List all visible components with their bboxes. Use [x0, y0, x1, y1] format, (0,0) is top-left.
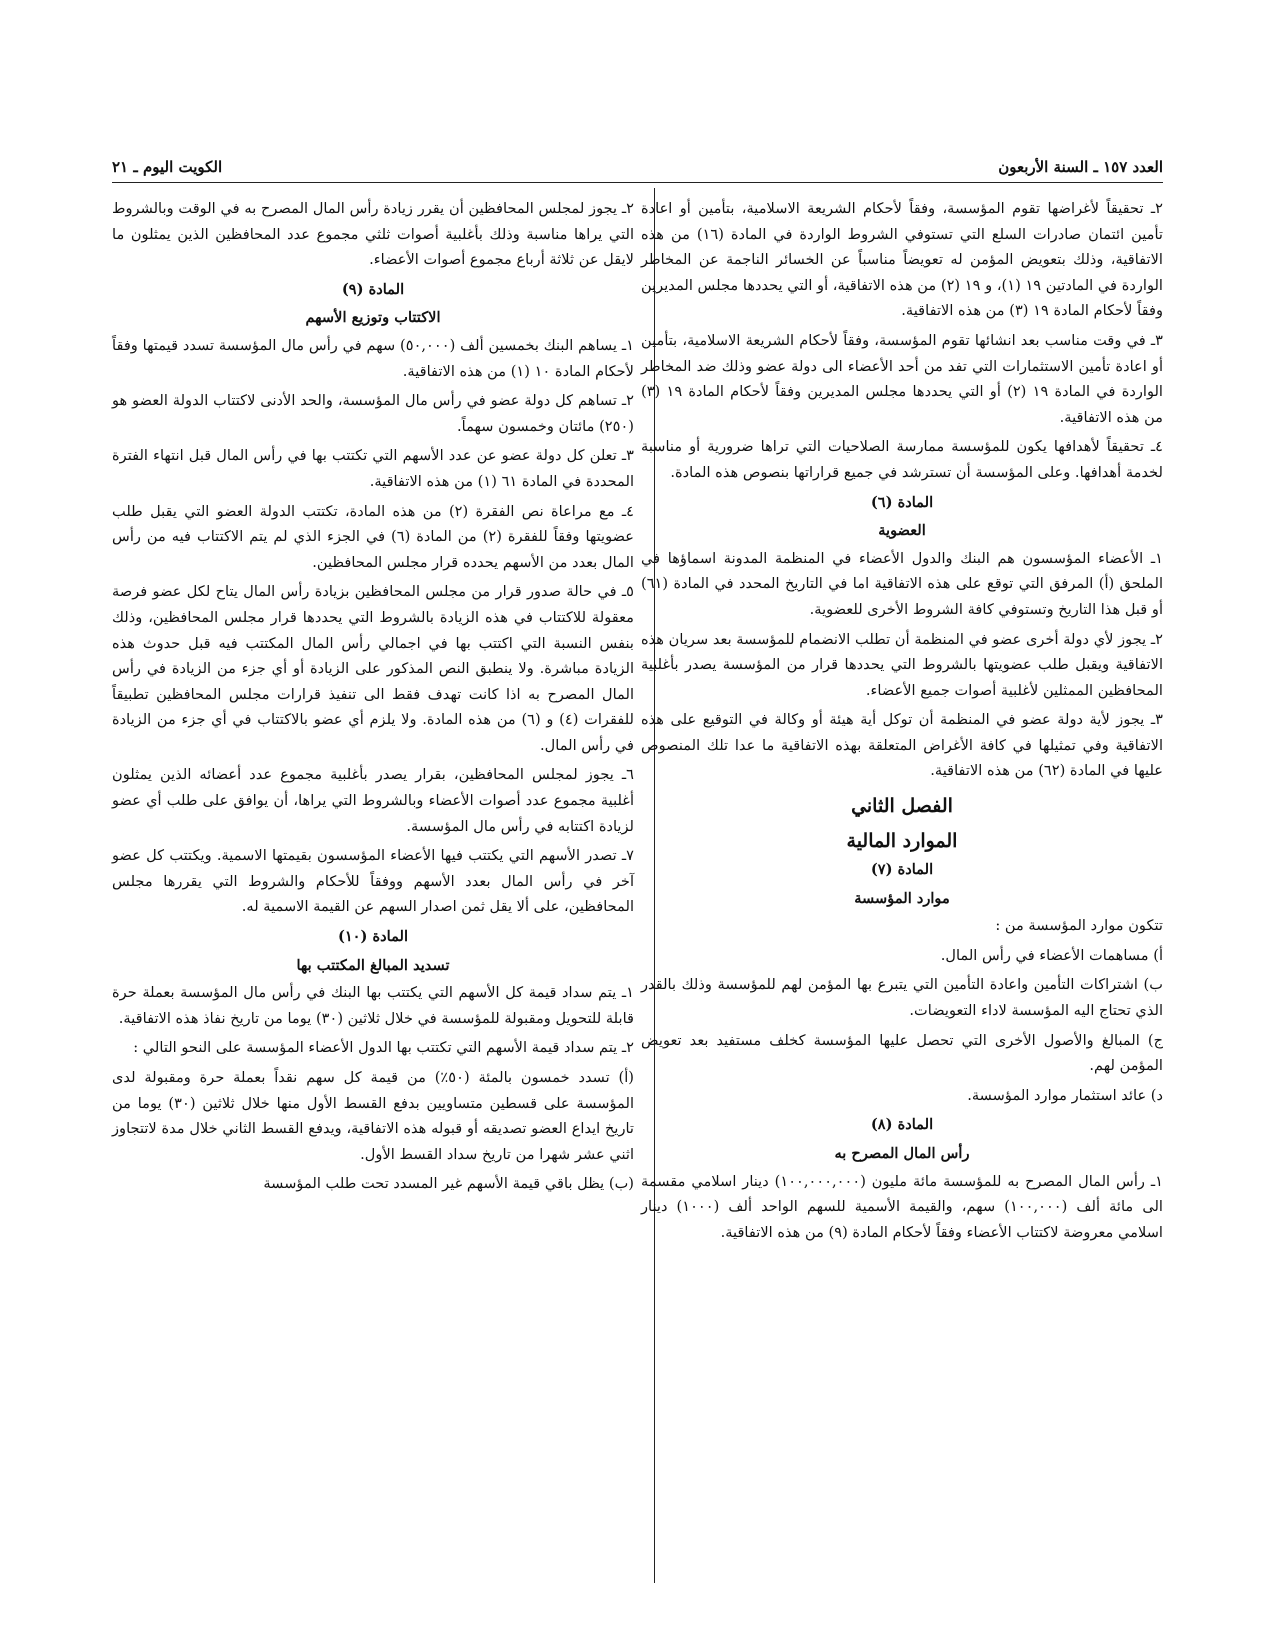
article-heading: موارد المؤسسة: [854, 889, 950, 907]
article-title: المادة (١٠): [337, 928, 409, 946]
paragraph: تتكون موارد المؤسسة من :: [995, 917, 1163, 935]
article-heading: الاكتتاب وتوزيع الأسهم: [305, 309, 441, 327]
article-heading: رأس المال المصرح به: [834, 1145, 970, 1162]
article-heading: العضوية: [878, 522, 926, 540]
paragraph: ٤ـ مع مراعاة نص الفقرة (٢) من هذه المادة، تكتتب الدولة العضو التي يقبل طلب عضويتها وفقاً للفقرة (٢) من المادة (٦) في الجزء الذي لم يتم الاكتتاب فيه من رأس المال بعدد من الأسهم يحدده قرار مجلس المحافظين.: [112, 502, 634, 571]
list-item: د) عائد استثمار موارد المؤسسة.: [967, 1086, 1163, 1104]
article-title: المادة (٩): [341, 280, 405, 298]
header-rule: [112, 182, 1163, 183]
paragraph: ٧ـ تصدر الأسهم التي يكتتب فيها الأعضاء المؤسسون بقيمتها الاسمية. ويكتتب كل عضو آخر في رأس المال بعدد الأسهم ووفقاً للأحكام والشروط التي يقررها مجلس المحافظين، على ألا يقل ثمن اصدار السهم عن القيمة الاسمية له.: [112, 847, 634, 916]
paragraph: ٦ـ يجوز لمجلس المحافظين، بقرار يصدر بأغلبية مجموع عدد أعضائه الذين يمثلون أغلبية مجموع عدد أصوات الأعضاء وبالشروط التي يراها، أن يوافق على طلب أي عضو لزيادة اكتتابه في رأس مال المؤسسة.: [112, 766, 634, 835]
paragraph: ٢ـ يجوز لأي دولة أخرى عضو في المنظمة أن تطلب الانضمام للمؤسسة بعد سريان هذه الاتفاقية ويقبل طلب عضويتها بالشروط التي يحددها قرار من المؤسسة يصدر بأغلبية المحافظين الممثلين لأغلبية أصوات جميع الأعضاء.: [641, 630, 1163, 699]
article-title: المادة (٨): [870, 1116, 934, 1134]
right-column: [641, 196, 1163, 1249]
publication-label: الكويت اليوم ـ ٢١: [112, 158, 223, 176]
paragraph: ٢ـ يتم سداد قيمة الأسهم التي تكتتب بها الدول الأعضاء المؤسسة على النحو التالي :: [133, 1039, 634, 1057]
paragraph: ١ـ الأعضاء المؤسسون هم البنك والدول الأعضاء في المنظمة المدونة اسماؤها في الملحق (أ) المرفق التي توقع على هذه الاتفاقية اما في التاريخ المحدد في المادة (٦١) أو قبل هذا التاريخ وتستوفي كافة الشروط الأخرى للعضوية.: [641, 549, 1163, 618]
paragraph: ٢ـ تساهم كل دولة عضو في رأس مال المؤسسة، والحد الأدنى لاكتتاب الدولة العضو هو (٢٥٠) مائتان وخمسون سهماً.: [112, 392, 634, 435]
paragraph: ٣ـ تعلن كل دولة عضو عن عدد الأسهم التي تكتتب بها في رأس المال قبل انتهاء الفترة المحددة في المادة ٦١ (١) من هذه الاتفاقية.: [112, 447, 634, 490]
paragraph: (أ) تسدد خمسون بالمئة (٥٠٪) من قيمة كل سهم نقداً بعملة حرة ومقبولة لدى المؤسسة على قسطين متساويين بدفع القسط الأول منها خلال ثلاثين (٣٠) يوما من تاريخ ايداع العضو تصديقه أو قبوله هذه الاتفاقية، ويدفع القسط الثاني خلال مدة لاتتجاوز اثني عشر شهرا من تاريخ سداد القسط الأول.: [112, 1069, 634, 1163]
running-header: [112, 158, 1163, 178]
list-item: أ) مساهمات الأعضاء في رأس المال.: [940, 946, 1163, 964]
paragraph: ١ـ يساهم البنك بخمسين ألف (٥٠,٠٠٠) سهم في رأس مال المؤسسة تسدد قيمتها وفقاً لأحكام المادة ١٠ (١) من هذه الاتفاقية.: [112, 336, 634, 380]
article-title: المادة (٦): [870, 493, 934, 511]
paragraph: (ب) يظل باقي قيمة الأسهم غير المسدد تحت طلب المؤسسة: [263, 1175, 634, 1193]
paragraph: ٣ـ يجوز لأية دولة عضو في المنظمة أن توكل أية هيئة أو وكالة في التوقيع على هذه الاتفاقية وفي تمثيلها في كافة الأغراض المتعلقة بهذه الاتفاقية ما عدا تلك المنصوص عليها في المادة (٦٢) من هذه الاتفاقية.: [641, 711, 1163, 780]
paragraph: ٥ـ في حالة صدور قرار من مجلس المحافظين بزيادة رأس المال يتاح لكل عضو فرصة معقولة للاكتتاب في هذه الزيادة بالشروط التي يحددها قرار مجلس المحافظين، وذلك بنفس النسبة التي اكتتب بها في اجمالي رأس المال المكتتب فيه قبل حدوث هذه الزيادة مباشرة. ولا ينطبق النص المذكور على الزيادة أو أي جزء من الزيادة في رأس المال المصرح به اذا كانت تهدف فقط الى تنفيذ قرارات مجلس المحافظين تطبيقاً للفقرات (٤) و (٦) من هذه المادة. ولا يلزم أي عضو بالاكتتاب في أي جزء من الزيادة في رأس المال.: [112, 583, 634, 754]
chapter-number: الفصل الثاني: [851, 795, 953, 818]
paragraph: ٢ـ تحقيقاً لأغراضها تقوم المؤسسة، وفقاً لأحكام الشريعة الاسلامية، بتأمين أو اعادة تأمين ائتمان صادرات السلع التي تستوفي الشروط الواردة في المادة (١٦) من هذه الاتفاقية، وذلك بتعويض المؤمن له تعويضاً مناسباً عن الخسائر الناجمة عن المخاطر الواردة في المادتين ١٩ (١)، و ١٩ (٢) من هذه الاتفاقية، أو التي يحددها مجلس المديرين وفقاً لأحكام المادة ١٩ (٣) من هذه الاتفاقية.: [641, 200, 1163, 320]
article-heading: تسديد المبالغ المكتتب بها: [296, 956, 450, 974]
list-item: ج) المبالغ والأصول الأخرى التي تحصل عليها المؤسسة كخلف مستفيد بعد تعويض المؤمن لهم.: [641, 1031, 1163, 1075]
chapter-title: الموارد المالية: [846, 830, 958, 853]
paragraph: ٣ـ في وقت مناسب بعد انشائها تقوم المؤسسة، وفقاً لأحكام الشريعة الاسلامية، بتأمين أو اعادة تأمين الاستثمارات التي تفد من أحد الأعضاء الى دولة عضو وذلك ضد المخاطر الواردة في المادة ١٩ (٢) أو التي يحددها مجلس المديرين وفقاً لأحكام المادة ١٩ (٣) من هذه الاتفاقية.: [641, 331, 1163, 426]
paragraph: ١ـ يتم سداد قيمة كل الأسهم التي يكتتب بها البنك في رأس مال المؤسسة بعملة حرة قابلة للتحويل ومقبولة للمؤسسة في خلال ثلاثين (٣٠) يوما من تاريخ نفاذ هذه الاتفاقية.: [112, 984, 634, 1027]
list-item: ب) اشتراكات التأمين واعادة التأمين التي يتبرع بها المؤمن لهم للمؤسسة وذلك بالقدر الذي تحتاج اليه المؤسسة لاداء التعويضات.: [641, 976, 1163, 1020]
left-column: [112, 196, 634, 1201]
article-title: المادة (٧): [870, 861, 934, 879]
issue-label: العدد ١٥٧ ـ السنة الأربعون: [998, 158, 1163, 176]
paragraph: ١ـ رأس المال المصرح به للمؤسسة مائة مليون (١٠٠,٠٠٠,٠٠٠) دينار اسلامي مقسمة الى مائة ألف (١٠٠,٠٠٠) سهم، والقيمة الأسمية للسهم الواحد ألف (١٠٠٠) دينار اسلامي معروضة لاكتتاب الأعضاء وفقاً لأحكام المادة (٩) من هذه الاتفاقية.: [641, 1172, 1163, 1241]
paragraph: ٤ـ تحقيقاً لأهدافها يكون للمؤسسة ممارسة الصلاحيات التي تراها ضرورية أو مناسبة لخدمة أهدافها. وعلى المؤسسة أن تسترشد في جميع قراراتها بنصوص هذه المادة.: [641, 438, 1163, 481]
paragraph: ٢ـ يجوز لمجلس المحافظين أن يقرر زيادة رأس المال المصرح به في الوقت وبالشروط التي يراها مناسبة وذلك بأغلبية أصوات ثلثي مجموع عدد المحافظين الذين يمثلون ما لايقل عن ثلاثة أرباع مجموع أصوات الأعضاء.: [112, 200, 634, 269]
